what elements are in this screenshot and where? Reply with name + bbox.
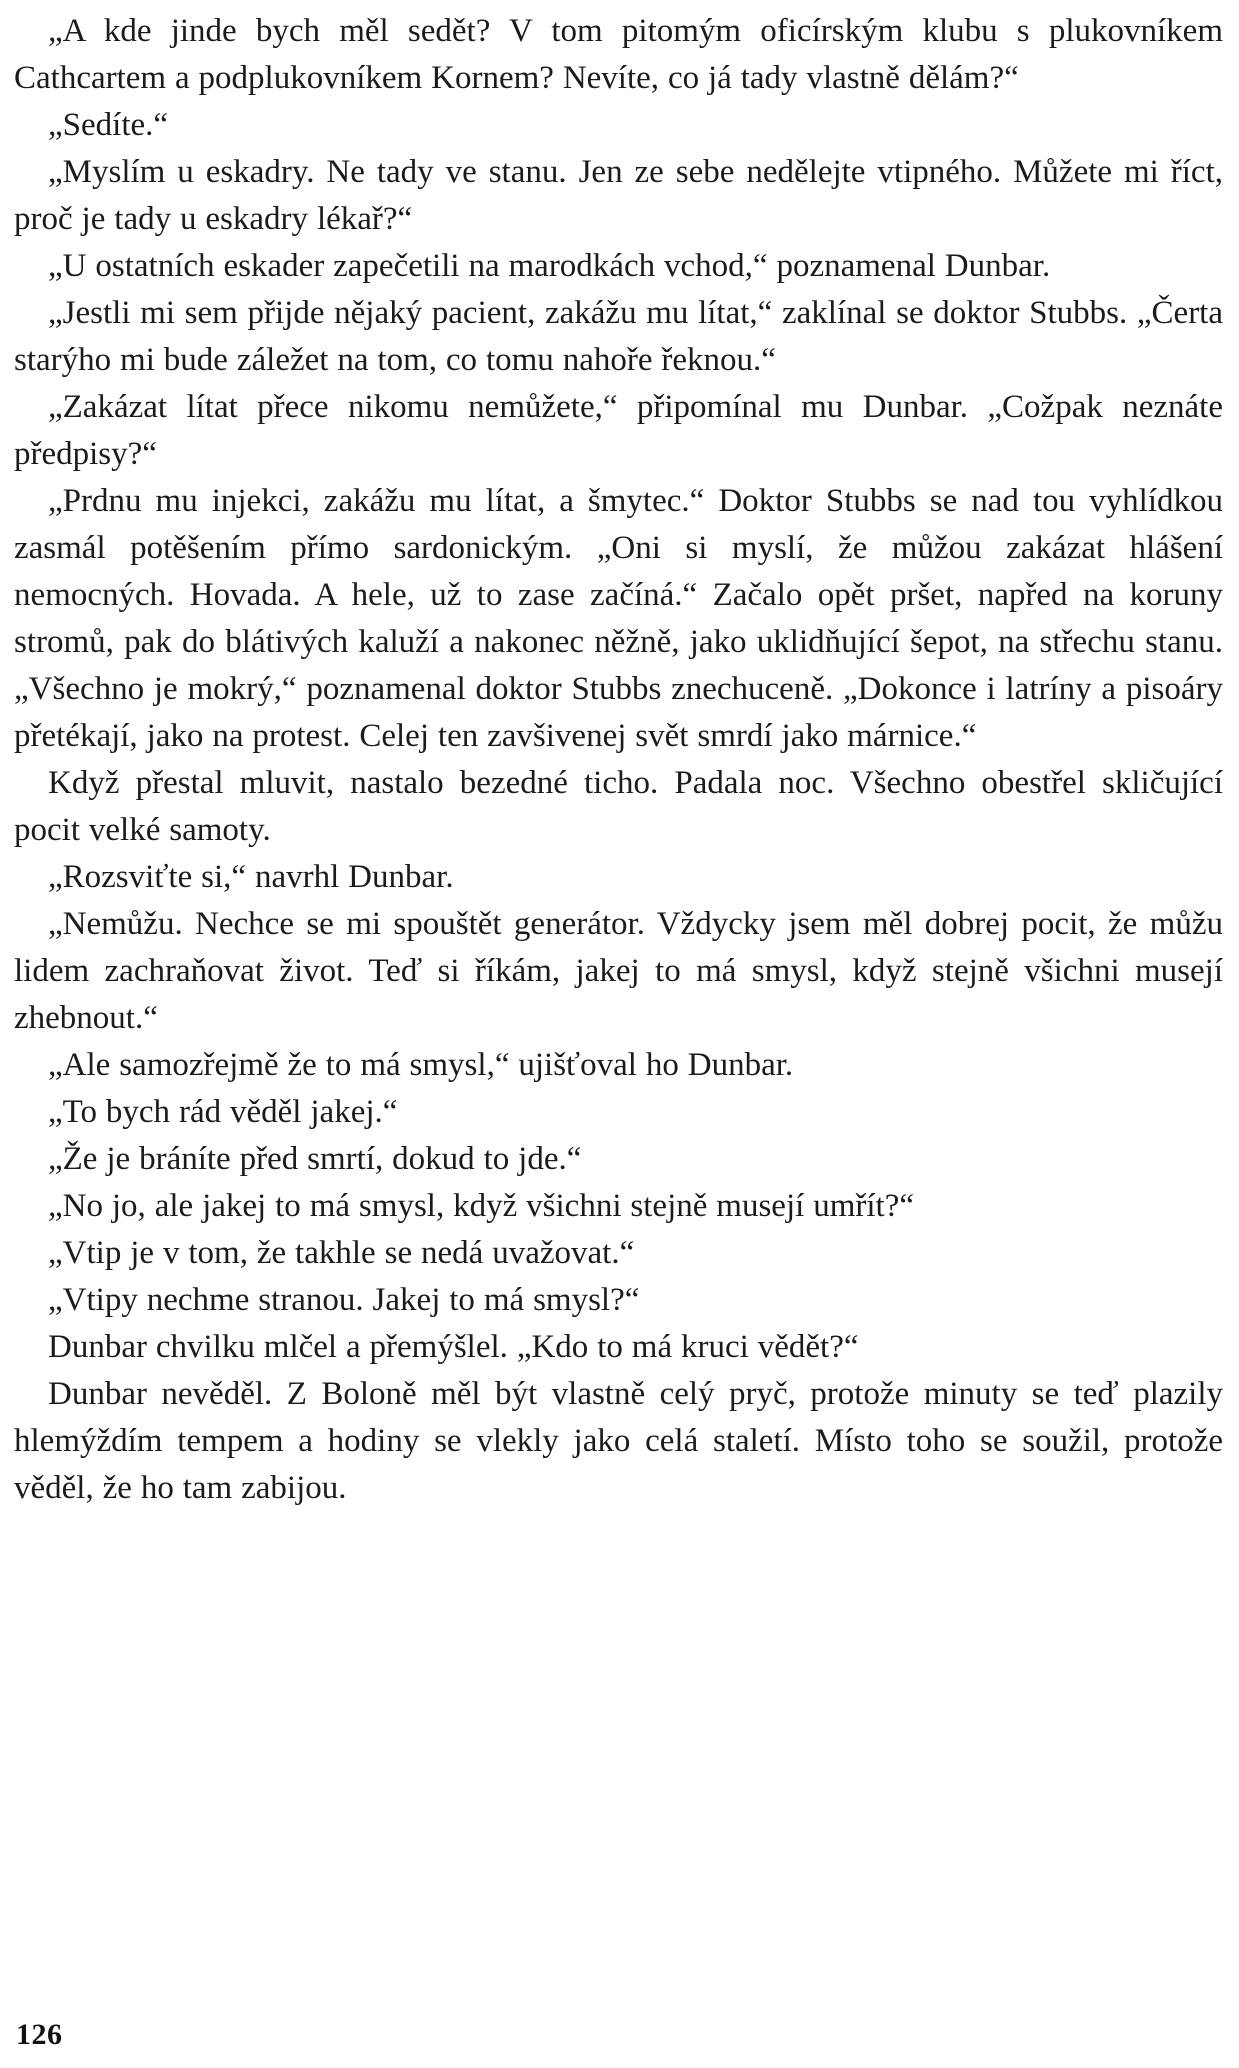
paragraph: „Že je bráníte před smrtí, dokud to jde.“: [48, 1141, 582, 1177]
page-number: 126: [16, 2018, 63, 2051]
page-text-block: [14, 8, 1223, 1512]
paragraph: „Sedíte.“: [48, 107, 169, 143]
paragraph: Když přestal mluvit, nastalo bezedné ticho. Padala noc. Všechno obestřel skličující pocit velké samoty.: [14, 765, 1223, 848]
paragraph: Dunbar nevěděl. Z Boloně měl být vlastně celý pryč, protože minuty se teď plazily hlemýždím tempem a hodiny se vlekly jako celá staletí. Místo toho se soužil, protože věděl, že ho tam zabijou.: [14, 1376, 1223, 1506]
paragraph: „U ostatních eskader zapečetili na marodkách vchod,“ poznamenal Dunbar.: [48, 248, 1051, 284]
paragraph: „No jo, ale jakej to má smysl, když všichni stejně musejí umřít?“: [48, 1188, 914, 1224]
paragraph: „Ale samozřejmě že to má smysl,“ ujišťoval ho Dunbar.: [48, 1047, 794, 1083]
paragraph: „To bych rád věděl jakej.“: [48, 1094, 398, 1130]
paragraph: Dunbar chvilku mlčel a přemýšlel. „Kdo to má kruci vědět?“: [48, 1329, 859, 1365]
paragraph: „Jestli mi sem přijde nějaký pacient, zakážu mu lítat,“ zaklínal se doktor Stubbs. „Čerta starýho mi bude záležet na tom, co tomu nahoře řeknou.“: [14, 295, 1223, 378]
paragraph: „Nemůžu. Nechce se mi spouštět generátor. Vždycky jsem měl dobrej pocit, že můžu lidem zachraňovat život. Teď si říkám, jakej to má smysl, když stejně všichni musejí zhebnout.“: [14, 906, 1223, 1036]
paragraph: „A kde jinde bych měl sedět? V tom pitomým oficírským klubu s plukovníkem Cathcartem a podplukovníkem Kornem? Nevíte, co já tady vlastně dělám?“: [14, 13, 1223, 96]
paragraph: „Rozsviťte si,“ navrhl Dunbar.: [48, 859, 454, 895]
paragraph: „Vtip je v tom, že takhle se nedá uvažovat.“: [48, 1235, 635, 1271]
paragraph: „Prdnu mu injekci, zakážu mu lítat, a šmytec.“ Doktor Stubbs se nad tou vyhlídkou zasmál potěšením přímo sardonickým. „Oni si myslí, že můžou zakázat hlášení nemocných. Hovada. A hele, už to zase začíná.“ Začalo opět pršet, napřed na koruny stromů, pak do blátivých kaluží a nakonec něžně, jako uklidňující šepot, na střechu stanu. „Všechno je mokrý,“ poznamenal doktor Stubbs znechuceně. „Dokonce i latríny a pisoáry přetékají, jako na protest. Celej ten zavšivenej svět smrdí jako márnice.“: [14, 483, 1223, 754]
paragraph: „Myslím u eskadry. Ne tady ve stanu. Jen ze sebe nedělejte vtipného. Můžete mi říct, proč je tady u eskadry lékař?“: [14, 154, 1223, 237]
paragraph: „Vtipy nechme stranou. Jakej to má smysl?“: [48, 1282, 640, 1318]
paragraph: „Zakázat lítat přece nikomu nemůžete,“ připomínal mu Dunbar. „Cožpak neznáte předpisy?“: [14, 389, 1223, 472]
